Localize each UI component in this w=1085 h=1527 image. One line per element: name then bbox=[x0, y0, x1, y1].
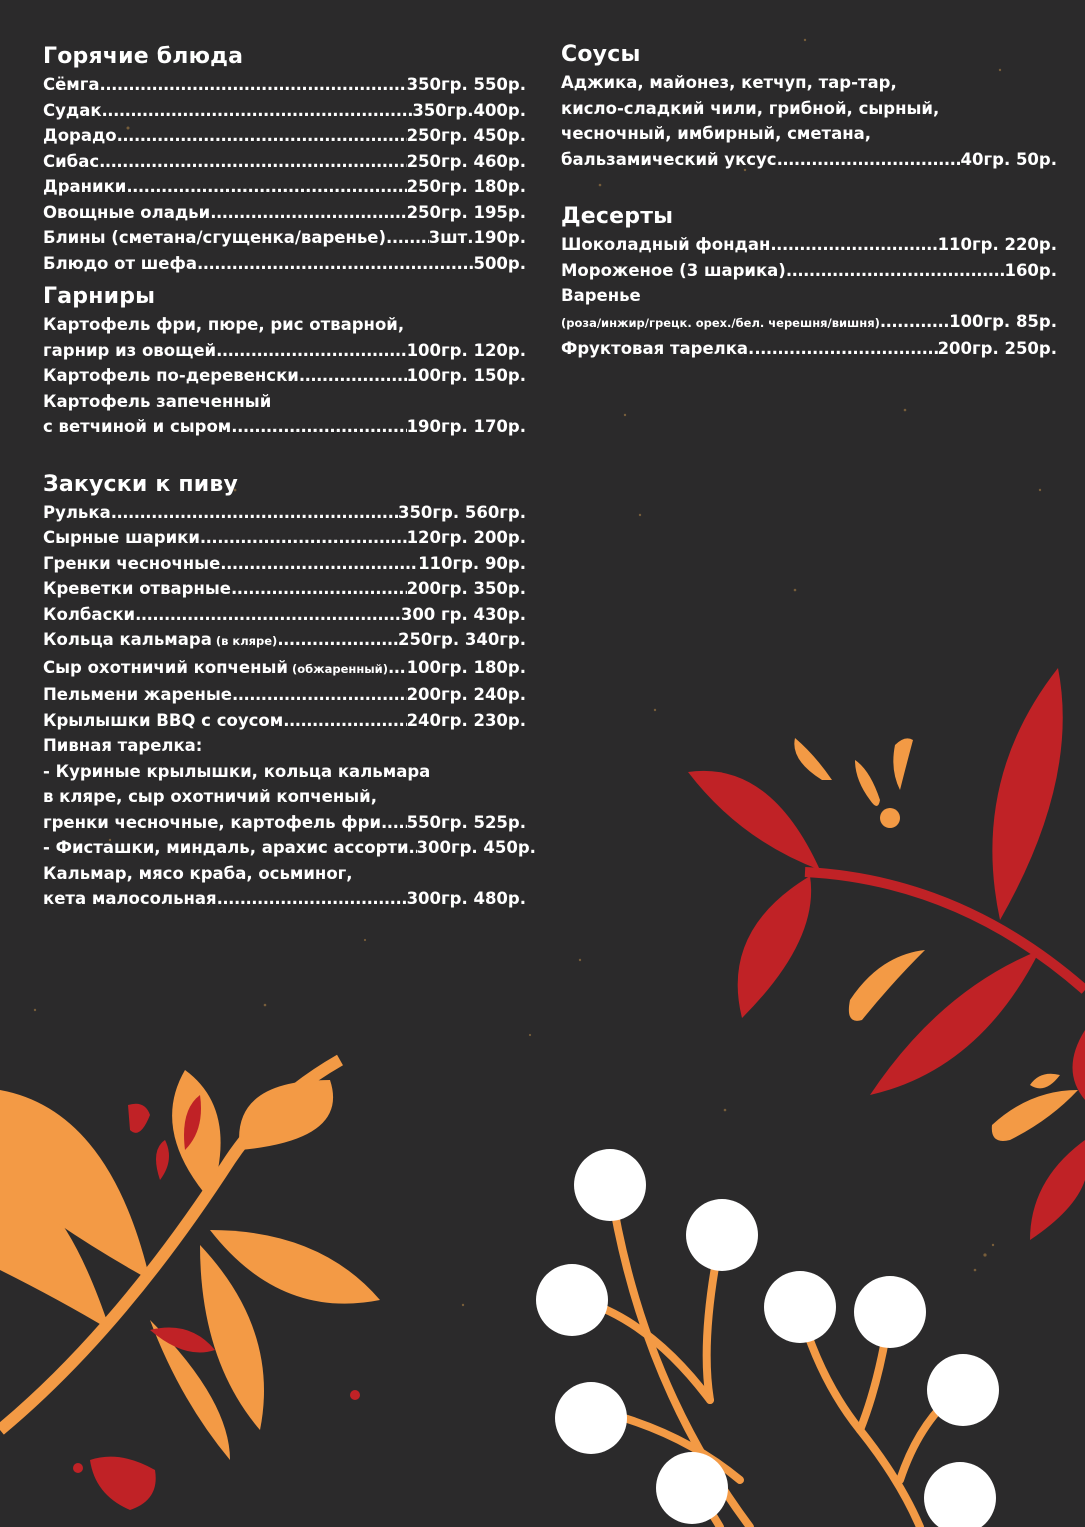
dot-leader bbox=[277, 627, 398, 653]
item-note: (в кляре) bbox=[215, 634, 278, 648]
dot-leader bbox=[770, 232, 937, 258]
dot-leader bbox=[102, 98, 413, 124]
item-name: (роза/инжир/грецк. орех./бел. черешня/вишня) bbox=[561, 315, 880, 330]
item-price: 110гр. 90р. bbox=[418, 553, 526, 573]
sauces-title: Соусы bbox=[561, 42, 641, 67]
menu-item bbox=[561, 147, 1057, 173]
menu-item bbox=[43, 72, 526, 98]
item-name: Сибас bbox=[43, 151, 100, 171]
menu-item bbox=[43, 251, 526, 277]
menu-item bbox=[43, 123, 526, 149]
item-price: 160р. bbox=[1004, 260, 1057, 280]
menu-item bbox=[43, 225, 526, 251]
item-note: (обжаренный) bbox=[291, 661, 388, 676]
item-name: с ветчиной и сыром bbox=[43, 417, 232, 436]
item-price: 100гр. 120р. bbox=[406, 340, 526, 360]
item-price: 120гр. 200р. bbox=[406, 528, 526, 547]
beer-snacks-list bbox=[43, 500, 526, 734]
menu-item bbox=[43, 708, 526, 734]
item-name: Картофель по-деревенски bbox=[43, 366, 299, 385]
item-name: Блины (сметана/сгущенка/варенье) bbox=[43, 228, 387, 247]
item-name: гренки чесночные, картофель фри bbox=[43, 812, 382, 832]
item-name: Гренки чесночные bbox=[43, 553, 221, 573]
menu-item bbox=[43, 602, 526, 628]
item-price: 250гр. 460р. bbox=[406, 151, 526, 171]
dot-leader bbox=[754, 336, 937, 362]
dot-leader bbox=[299, 363, 407, 389]
item-price: 300гр. 450р. bbox=[416, 838, 536, 857]
platter-description: - Куриные крылышки, кольца кальмара bbox=[43, 761, 431, 781]
menu-item bbox=[43, 551, 526, 577]
menu-item bbox=[43, 886, 526, 912]
item-price: 250гр. 180р. bbox=[406, 177, 526, 196]
item-name: Кольца кальмара bbox=[43, 630, 212, 649]
menu-item bbox=[43, 174, 526, 200]
item-price: 190гр. 170р. bbox=[406, 417, 526, 436]
item-price: 100гр. 150р. bbox=[406, 366, 526, 385]
item-price: 350гр. 550р. bbox=[406, 75, 526, 94]
dot-leader bbox=[99, 149, 406, 175]
dot-leader bbox=[111, 500, 398, 526]
dot-leader bbox=[388, 655, 407, 681]
item-name: Фруктовая тарелка. bbox=[561, 339, 755, 358]
dot-leader bbox=[135, 602, 401, 628]
item-price: 240гр. 230р. bbox=[406, 710, 526, 730]
dot-leader bbox=[283, 708, 406, 734]
dot-leader bbox=[100, 72, 407, 98]
item-name: бальзамический уксус bbox=[561, 149, 777, 169]
desserts-title: Десерты bbox=[561, 204, 674, 229]
sides-description: Картофель запеченный bbox=[43, 391, 272, 411]
dot-leader bbox=[220, 551, 418, 577]
menu-item bbox=[43, 810, 526, 836]
dot-leader bbox=[216, 338, 406, 364]
menu-item bbox=[43, 98, 526, 124]
item-name: Шоколадный фондан bbox=[561, 235, 771, 254]
item-price: 350гр. 560гр. bbox=[397, 502, 526, 522]
dot-leader bbox=[117, 123, 407, 149]
item-name: Сёмга bbox=[43, 75, 100, 94]
item-price: 300гр. 480р. bbox=[406, 889, 526, 908]
item-name: Крылышки BBQ с соусом bbox=[43, 710, 284, 730]
item-name: Сыр охотничий копченый bbox=[43, 657, 288, 677]
item-name: - Фисташки, миндаль, арахис ассорти bbox=[43, 838, 409, 857]
jam-title: Варенье bbox=[561, 286, 641, 305]
item-name: Пельмени жареные bbox=[43, 685, 232, 704]
item-name: Судак bbox=[43, 100, 102, 120]
menu-item bbox=[43, 500, 526, 526]
item-price: 250гр. 340гр. bbox=[397, 630, 526, 649]
item-name: Блюдо от шефа bbox=[43, 253, 197, 273]
sides-title: Гарниры bbox=[43, 284, 156, 309]
beer-snacks-title: Закуски к пиву bbox=[43, 471, 239, 497]
menu-item bbox=[43, 576, 526, 602]
menu-item bbox=[43, 338, 526, 364]
sauces-description: чесночный, имбирный, сметана, bbox=[561, 124, 872, 143]
item-name: кета малосольная bbox=[43, 889, 217, 908]
menu-item bbox=[43, 835, 536, 861]
white-berries bbox=[536, 1149, 999, 1527]
seafood-description: Кальмар, мясо краба, осьминог, bbox=[43, 863, 353, 883]
item-price: 250гр. 195р. bbox=[406, 202, 526, 222]
dot-leader bbox=[197, 251, 473, 277]
hot-dishes-title: Горячие блюда bbox=[43, 44, 244, 69]
dot-leader bbox=[231, 414, 406, 440]
sauces-description: кисло-сладкий чили, грибной, сырный, bbox=[561, 98, 940, 118]
dot-leader bbox=[409, 835, 417, 861]
item-price: 550гр. 525р. bbox=[406, 812, 526, 832]
berry-branch bbox=[580, 1185, 960, 1527]
dot-leader bbox=[880, 309, 949, 335]
hot-dishes-list bbox=[43, 72, 526, 276]
right-column bbox=[561, 40, 1057, 362]
menu-item bbox=[561, 309, 1057, 337]
item-name: Дорадо bbox=[43, 126, 117, 145]
item-price: 40гр. 50р. bbox=[960, 149, 1057, 169]
item-name: Сырные шарики bbox=[43, 528, 200, 547]
left-column bbox=[43, 42, 536, 912]
dot-leader bbox=[386, 225, 429, 251]
menu-item bbox=[43, 149, 526, 175]
item-price: 350гр.400р. bbox=[412, 100, 526, 120]
dot-leader bbox=[126, 174, 406, 200]
menu-item bbox=[43, 655, 526, 683]
item-name: гарнир из овощей bbox=[43, 340, 217, 360]
dot-leader bbox=[777, 147, 961, 173]
dot-leader bbox=[231, 576, 407, 602]
menu-item bbox=[43, 414, 526, 440]
item-price: 250гр. 450р. bbox=[406, 126, 526, 145]
dot-leader bbox=[381, 810, 407, 836]
menu-item bbox=[43, 525, 526, 551]
item-name: Мороженое (3 шарика) bbox=[561, 260, 786, 280]
platter-description: в кляре, сыр охотничий копченый, bbox=[43, 787, 377, 806]
item-price: 100гр. 180р. bbox=[406, 657, 526, 677]
dot-leader bbox=[210, 200, 406, 226]
item-price: 200гр. 350р. bbox=[406, 579, 526, 598]
menu-item bbox=[43, 627, 526, 655]
menu-item bbox=[43, 363, 526, 389]
item-price: 100гр. 85р. bbox=[949, 311, 1057, 331]
sauces-description: Аджика, майонез, кетчуп, тар-тар, bbox=[561, 73, 897, 92]
item-price: 500р. bbox=[473, 253, 526, 273]
item-name: Колбаски bbox=[43, 604, 136, 624]
item-name: Драники bbox=[43, 177, 127, 196]
item-name: Овощные оладьи bbox=[43, 202, 211, 222]
red-branch-right bbox=[688, 668, 1085, 1240]
item-name: Креветки отварные bbox=[43, 579, 231, 598]
dot-leader bbox=[200, 525, 407, 551]
dot-leader bbox=[217, 886, 407, 912]
sides-description: Картофель фри, пюре, рис отварной, bbox=[43, 315, 405, 334]
menu-item bbox=[43, 682, 526, 708]
item-price: 200гр. 250р. bbox=[937, 339, 1057, 358]
menu-item bbox=[43, 200, 526, 226]
item-price: 300 гр. 430р. bbox=[400, 604, 526, 624]
item-price: 200гр. 240р. bbox=[406, 685, 526, 704]
dot-leader bbox=[232, 682, 407, 708]
platter-title: Пивная тарелка: bbox=[43, 736, 203, 755]
item-price: 3шт.190р. bbox=[428, 228, 526, 247]
menu-item bbox=[561, 258, 1057, 284]
item-price: 110гр. 220р. bbox=[937, 235, 1057, 254]
menu-item bbox=[561, 232, 1057, 258]
menu-item bbox=[561, 336, 1057, 362]
item-name: Рулька bbox=[43, 502, 111, 522]
dot-leader bbox=[786, 258, 1005, 284]
